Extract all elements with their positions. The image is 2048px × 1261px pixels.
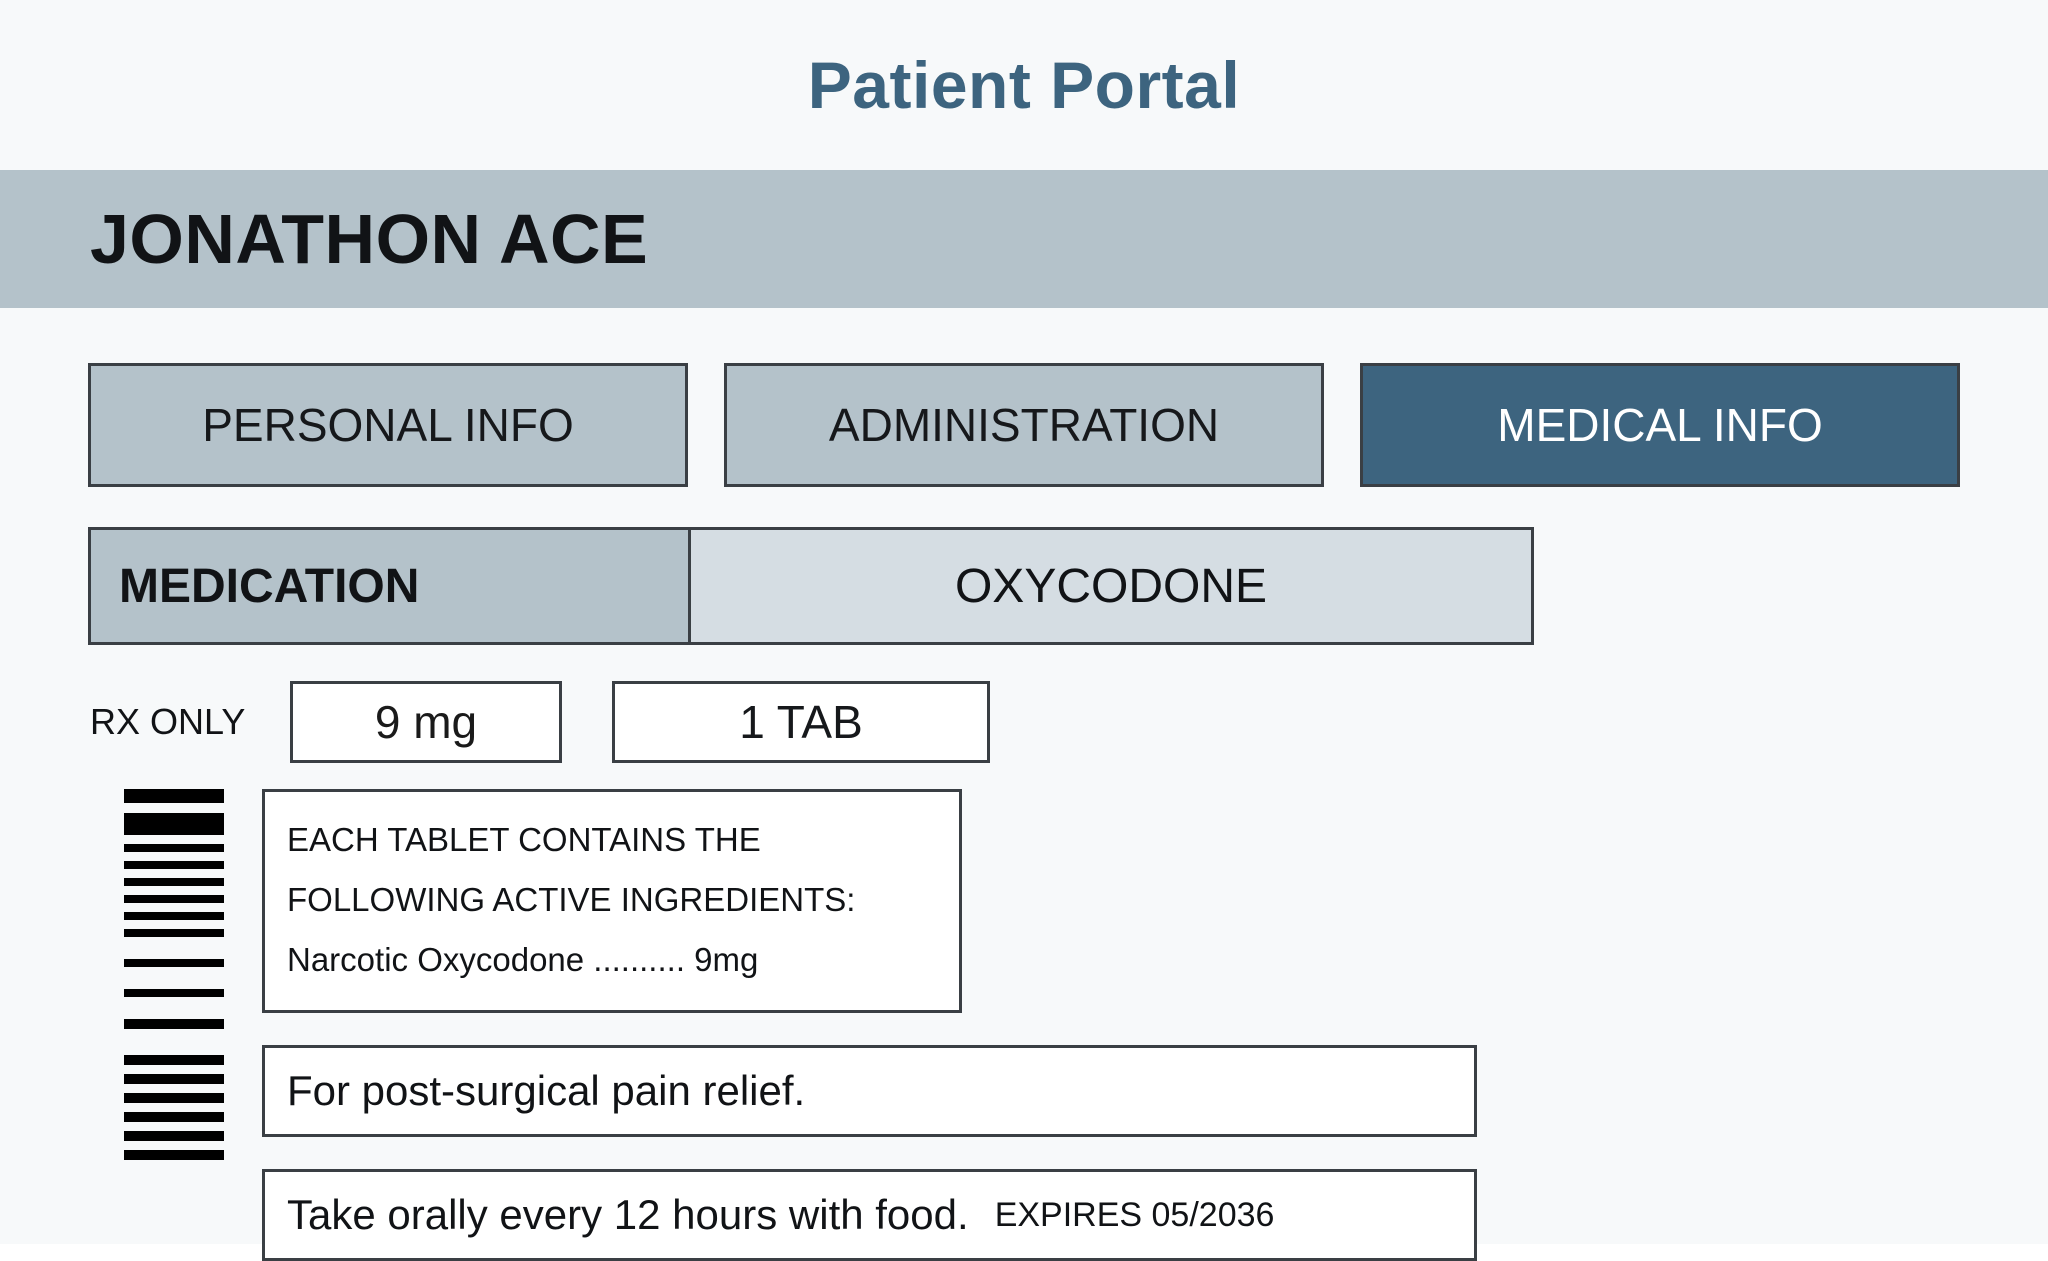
section-tabs [0,308,2048,487]
ingredients-box [262,789,962,1013]
label-text-column [262,789,1477,1261]
quantity-field[interactable]: 1 TAB [612,681,990,763]
label-body [124,789,2048,1261]
patient-name-banner [0,170,2048,308]
barcode-bar [124,1093,224,1103]
app-titlebar [0,0,2048,170]
tab-personal-info[interactable] [88,363,688,487]
barcode-image [124,789,224,1229]
barcode-bar [124,895,224,903]
barcode-bar [124,1131,224,1141]
barcode-bar [124,912,224,920]
page-title: Patient Portal [807,48,1241,122]
barcode-bar [124,878,224,886]
purpose-box [262,1045,1477,1137]
purpose-text: For post-surgical pain relief. [287,1067,806,1114]
barcode-bar [124,1112,224,1122]
barcode-bar [124,844,224,852]
barcode-bar [124,989,224,997]
barcode-bar [124,1074,224,1084]
medication-row [88,527,1534,645]
medication-field-label: MEDICATION [91,530,691,642]
expiry-text: EXPIRES 05/2036 [994,1195,1275,1234]
barcode-bar [124,1055,224,1065]
rx-only-label: RX ONLY [90,701,246,742]
tab-administration-label: ADMINISTRATION [828,399,1220,451]
barcode-bar [124,929,224,937]
medication-value[interactable]: OXYCODONE [691,530,1531,642]
barcode-bar [124,1019,224,1029]
barcode-bar [124,959,224,967]
barcode-bar [124,813,224,835]
ingredients-line: Narcotic Oxycodone .......... 9mg [287,941,759,978]
tab-personal-info-label: PERSONAL INFO [202,399,574,451]
barcode-bar [124,789,224,803]
tab-medical-info[interactable] [1360,363,1960,487]
directions-box [262,1169,1477,1261]
dose-row [90,681,2048,763]
tab-medical-info-label: MEDICAL INFO [1497,399,1823,451]
barcode-bar [124,1150,224,1160]
directions-text: Take orally every 12 hours with food. [287,1191,969,1238]
barcode-bar [124,861,224,869]
ingredients-line: EACH TABLET CONTAINS THE [287,821,761,858]
patient-name: JONATHON ACE [90,200,649,278]
strength-field[interactable]: 9 mg [290,681,562,763]
tab-administration[interactable] [724,363,1324,487]
ingredients-line: FOLLOWING ACTIVE INGREDIENTS: [287,881,856,918]
